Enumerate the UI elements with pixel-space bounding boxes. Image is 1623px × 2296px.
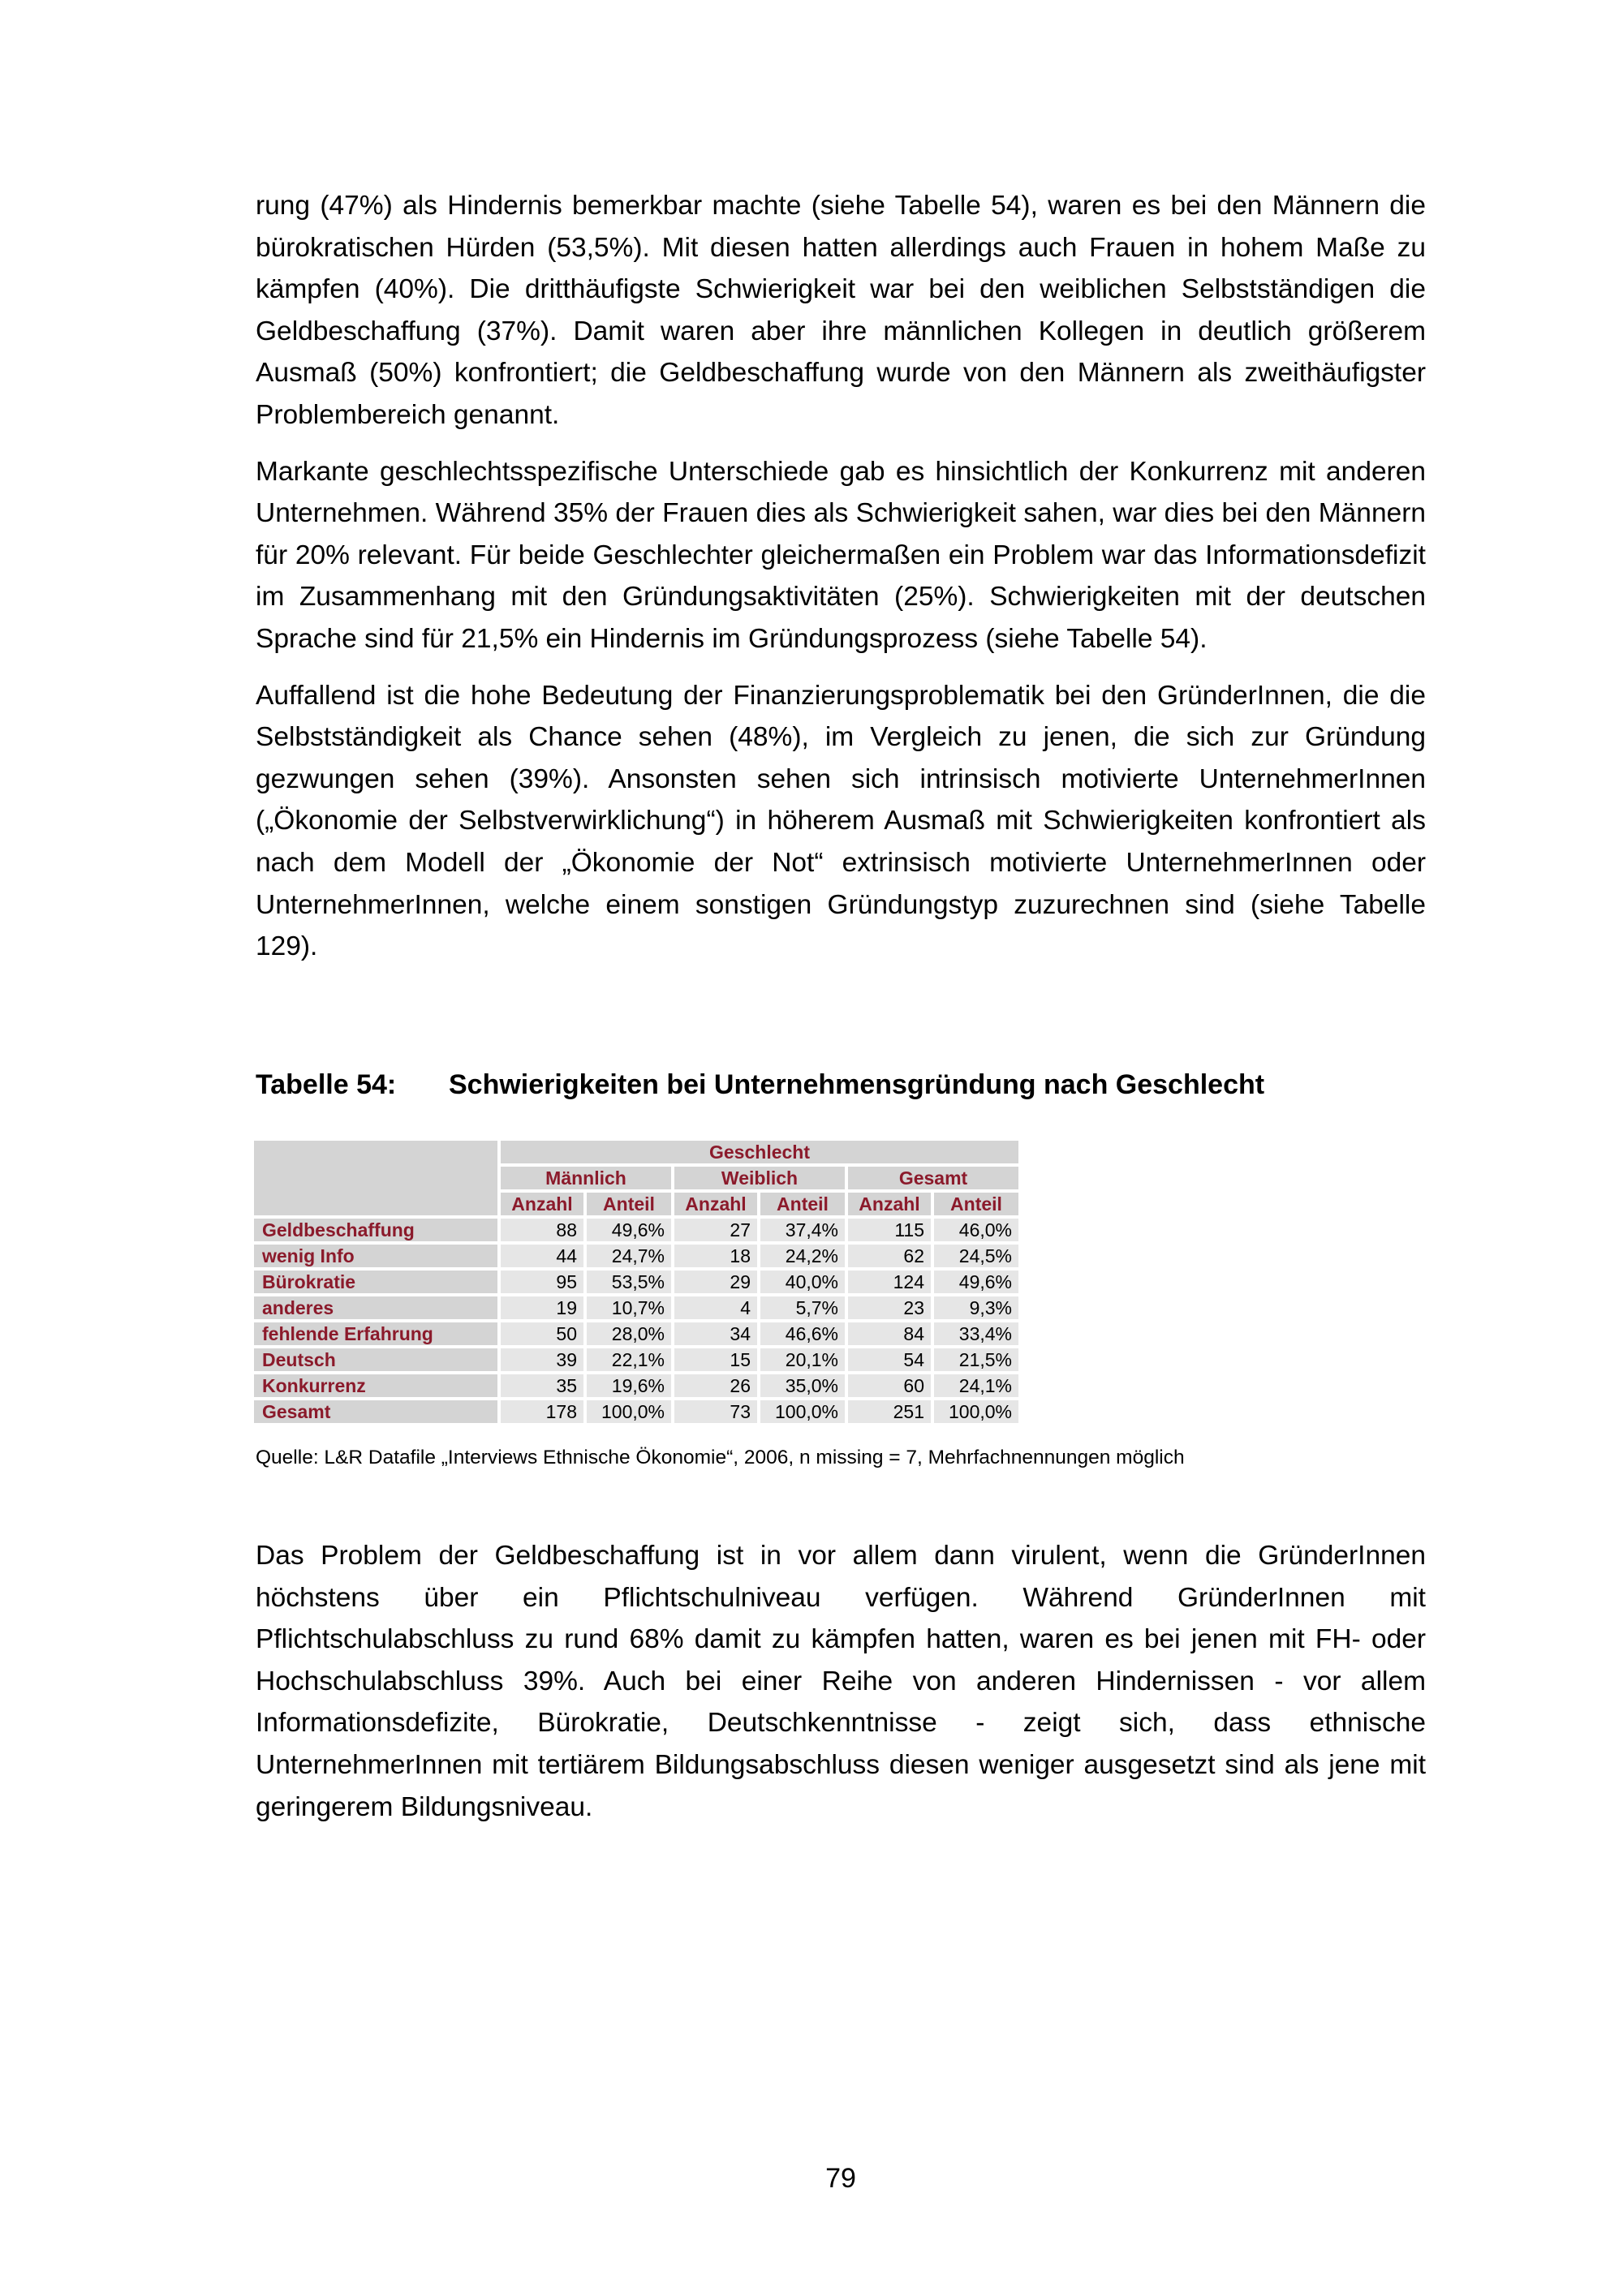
cell: 100,0% [934, 1400, 1018, 1423]
table-row [254, 1296, 1018, 1319]
cell: 27 [674, 1219, 757, 1241]
cell: 23 [848, 1296, 931, 1319]
cell: 44 [501, 1245, 583, 1267]
cell: 9,3% [934, 1296, 1018, 1319]
column-header: Anteil [934, 1193, 1018, 1215]
cell: 46,0% [934, 1219, 1018, 1241]
table-row [254, 1245, 1018, 1267]
cell: 54 [848, 1348, 931, 1371]
table-row [254, 1271, 1018, 1293]
table-row [254, 1348, 1018, 1371]
column-group-header: Gesamt [848, 1167, 1018, 1189]
group-header: Geschlecht [501, 1141, 1018, 1163]
row-label: Gesamt [254, 1400, 497, 1423]
cell: 4 [674, 1296, 757, 1319]
cell: 24,2% [760, 1245, 845, 1267]
cell: 35 [501, 1374, 583, 1397]
column-header: Anteil [587, 1193, 671, 1215]
cell: 39 [501, 1348, 583, 1371]
cell: 10,7% [587, 1296, 671, 1319]
table-row [254, 1374, 1018, 1397]
table-source-note: Quelle: L&R Datafile „Interviews Ethnische Ökonomie“, 2006, n missing = 7, Mehrfachnennungen möglich [256, 1447, 1185, 1468]
row-label: fehlende Erfahrung [254, 1322, 497, 1345]
cell: 15 [674, 1348, 757, 1371]
cell: 24,7% [587, 1245, 671, 1267]
cell: 115 [848, 1219, 931, 1241]
row-label: Geldbeschaffung [254, 1219, 497, 1241]
cell: 34 [674, 1322, 757, 1345]
body-text-top [256, 185, 1426, 982]
table-corner-cell [254, 1141, 497, 1215]
cell: 24,1% [934, 1374, 1018, 1397]
cell: 46,6% [760, 1322, 845, 1345]
paragraph: Auffallend ist die hohe Bedeutung der Finanzierungsproblematik bei den GründerInnen, die die Selbstständigkeit als Chance sehen (48%), im Vergleich zu jenen, die sich zur Gründung gezwungen sehen (39%). Ansonsten sehen sich intrinsisch motivierte UnternehmerInnen („Ökonomie der Selbstverwirklichung“) in höherem Ausmaß mit Schwierigkeiten konfrontiert als nach dem Modell der „Ökonomie der Not“ extrinsisch motivierte UnternehmerInnen oder UnternehmerInnen, welche einem sonstigen Gründungstyp zuzurechnen sind (siehe Tabelle 129). [256, 680, 1426, 962]
cell: 29 [674, 1271, 757, 1293]
cell: 21,5% [934, 1348, 1018, 1371]
cell: 19 [501, 1296, 583, 1319]
column-header: Anteil [760, 1193, 845, 1215]
table-row [254, 1322, 1018, 1345]
column-group-header: Weiblich [674, 1167, 845, 1189]
cell: 73 [674, 1400, 757, 1423]
cell: 53,5% [587, 1271, 671, 1293]
cell: 100,0% [760, 1400, 845, 1423]
cell: 22,1% [587, 1348, 671, 1371]
cell: 251 [848, 1400, 931, 1423]
data-table [251, 1137, 1022, 1426]
body-text-bottom [256, 1535, 1426, 1842]
cell: 19,6% [587, 1374, 671, 1397]
cell: 33,4% [934, 1322, 1018, 1345]
cell: 95 [501, 1271, 583, 1293]
cell: 20,1% [760, 1348, 845, 1371]
row-label: Deutsch [254, 1348, 497, 1371]
cell: 50 [501, 1322, 583, 1345]
table-caption-number: Tabelle 54: [256, 1069, 397, 1100]
column-group-header: Männlich [501, 1167, 671, 1189]
paragraph: Das Problem der Geldbeschaffung ist in vor allem dann virulent, wenn die GründerInnen höchstens über ein Pflichtschulniveau verfügen. Während GründerInnen mit Pflichtschulabschluss zu rund 68% damit zu kämpfen hatten, waren es bei jenen mit FH- oder Hochschulabschluss 39%. Auch bei einer Reihe von anderen Hindernissen - vor allem Informationsdefizite, Bürokratie, Deutschkenntnisse - zeigt sich, dass ethnische UnternehmerInnen mit tertiärem Bildungsabschluss diesen weniger ausgesetzt sind als jene mit geringerem Bildungsniveau. [256, 1541, 1426, 1822]
cell: 40,0% [760, 1271, 845, 1293]
cell: 49,6% [934, 1271, 1018, 1293]
column-header: Anzahl [674, 1193, 757, 1215]
cell: 37,4% [760, 1219, 845, 1241]
cell: 100,0% [587, 1400, 671, 1423]
table-row-total [254, 1400, 1018, 1423]
cell: 49,6% [587, 1219, 671, 1241]
paragraph: rung (47%) als Hindernis bemerkbar machte (siehe Tabelle 54), waren es bei den Männern die bürokratischen Hürden (53,5%). Mit diesen hatten allerdings auch Frauen in hohem Maße zu kämpfen (40%). Die dritthäufigste Schwierigkeit war bei den weiblichen Selbstständigen die Geldbeschaffung (37%). Damit waren aber ihre männlichen Kollegen in deutlich größerem Ausmaß (50%) konfrontiert; die Geldbeschaffung wurde von den Männern als zweithäufigster Problembereich genannt. [256, 191, 1426, 430]
table-caption [256, 1069, 1426, 1101]
cell: 62 [848, 1245, 931, 1267]
cell: 84 [848, 1322, 931, 1345]
row-label: anderes [254, 1296, 497, 1319]
cell: 88 [501, 1219, 583, 1241]
page-number: 79 [825, 2163, 856, 2194]
cell: 28,0% [587, 1322, 671, 1345]
cell: 60 [848, 1374, 931, 1397]
column-header: Anzahl [848, 1193, 931, 1215]
cell: 5,7% [760, 1296, 845, 1319]
row-label: wenig Info [254, 1245, 497, 1267]
cell: 18 [674, 1245, 757, 1267]
table-row [254, 1219, 1018, 1241]
column-header: Anzahl [501, 1193, 583, 1215]
cell: 35,0% [760, 1374, 845, 1397]
cell: 124 [848, 1271, 931, 1293]
row-label: Bürokratie [254, 1271, 497, 1293]
cell: 24,5% [934, 1245, 1018, 1267]
table-caption-title: Schwierigkeiten bei Unternehmensgründung nach Geschlecht [449, 1069, 1265, 1100]
cell: 178 [501, 1400, 583, 1423]
cell: 26 [674, 1374, 757, 1397]
row-label: Konkurrenz [254, 1374, 497, 1397]
paragraph: Markante geschlechtsspezifische Unterschiede gab es hinsichtlich der Konkurrenz mit anderen Unternehmen. Während 35% der Frauen dies als Schwierigkeit sahen, war dies bei den Männern für 20% relevant. Für beide Geschlechter gleichermaßen ein Problem war das Informationsdefizit im Zusammenhang mit den Gründungsaktivitäten (25%). Schwierigkeiten mit der deutschen Sprache sind für 21,5% ein Hindernis im Gründungsprozess (siehe Tabelle 54). [256, 456, 1426, 654]
